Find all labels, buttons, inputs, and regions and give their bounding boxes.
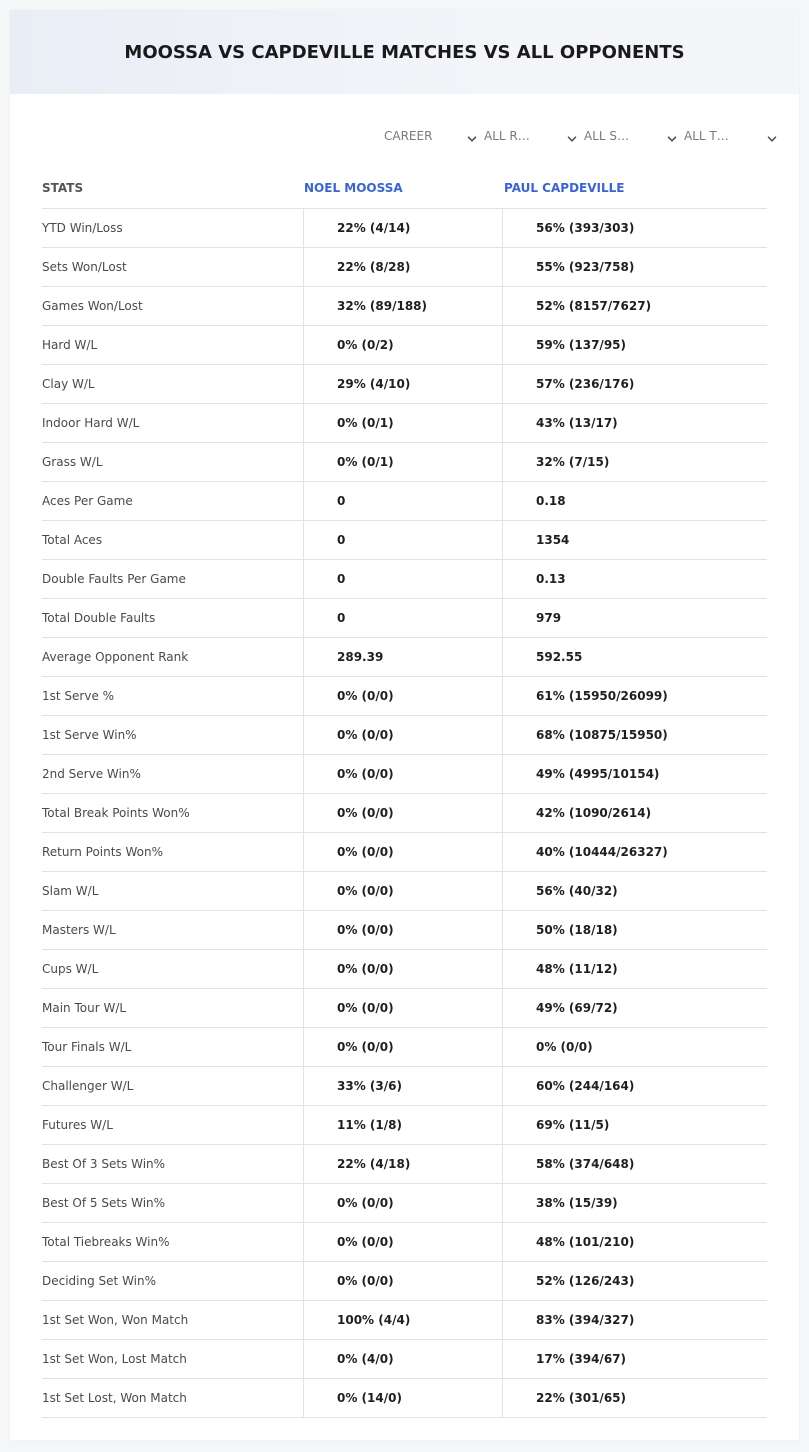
player1-value: 0% (0/0) xyxy=(304,950,503,988)
chevron-down-icon xyxy=(566,130,578,142)
stat-label: Main Tour W/L xyxy=(42,989,304,1027)
stat-label: Average Opponent Rank xyxy=(42,638,304,676)
stat-label: Double Faults Per Game xyxy=(42,560,304,598)
stat-label: Best Of 3 Sets Win% xyxy=(42,1145,304,1183)
player1-value: 0% (0/0) xyxy=(304,1184,503,1222)
table-row xyxy=(42,872,767,911)
filter-select-label: CAREER xyxy=(384,129,433,143)
table-row xyxy=(42,404,767,443)
filter-select-label: ALL R… xyxy=(484,129,530,143)
stat-label: 1st Set Won, Won Match xyxy=(42,1301,304,1339)
table-row xyxy=(42,248,767,287)
chevron-down-icon xyxy=(666,130,678,142)
player1-value: 22% (4/14) xyxy=(304,209,503,247)
stat-label: Tour Finals W/L xyxy=(42,1028,304,1066)
player2-value: 0% (0/0) xyxy=(536,1040,593,1054)
stat-label: Aces Per Game xyxy=(42,482,304,520)
player1-value: 11% (1/8) xyxy=(304,1106,503,1144)
player1-value: 0% (4/0) xyxy=(304,1340,503,1378)
player2-value: 56% (393/303) xyxy=(536,221,635,235)
player2-value: 38% (15/39) xyxy=(536,1196,618,1210)
player2-value: 592.55 xyxy=(536,650,583,664)
table-row xyxy=(42,443,767,482)
table-header xyxy=(42,168,767,208)
table-row xyxy=(42,794,767,833)
table-row xyxy=(42,755,767,794)
player1-value: 0% (0/0) xyxy=(304,911,503,949)
player2-value: 32% (7/15) xyxy=(536,455,610,469)
column-header-player2[interactable]: PAUL CAPDEVILLE xyxy=(504,181,625,195)
page-title: MOOSSA VS CAPDEVILLE MATCHES VS ALL OPPONENTS xyxy=(124,41,685,63)
player1-value: 32% (89/188) xyxy=(304,287,503,325)
stat-label: 1st Serve % xyxy=(42,677,304,715)
stat-label: Sets Won/Lost xyxy=(42,248,304,286)
stat-label: Deciding Set Win% xyxy=(42,1262,304,1300)
filter-select-label: ALL S… xyxy=(584,129,630,143)
stat-label: Challenger W/L xyxy=(42,1067,304,1105)
player1-value: 0 xyxy=(304,599,503,637)
player2-value: 22% (301/65) xyxy=(536,1391,626,1405)
player2-value: 58% (374/648) xyxy=(536,1157,635,1171)
player1-value: 0% (0/0) xyxy=(304,755,503,793)
table-row xyxy=(42,560,767,599)
player2-value: 40% (10444/26327) xyxy=(536,845,668,859)
stat-label: 1st Serve Win% xyxy=(42,716,304,754)
table-row xyxy=(42,716,767,755)
player1-value: 22% (4/18) xyxy=(304,1145,503,1183)
table-row xyxy=(42,365,767,404)
table-row xyxy=(42,326,767,365)
table-row xyxy=(42,599,767,638)
filter-select-3[interactable] xyxy=(682,126,782,146)
table-row xyxy=(42,911,767,950)
chevron-down-icon xyxy=(466,130,478,142)
stat-label: Indoor Hard W/L xyxy=(42,404,304,442)
chevron-down-icon xyxy=(766,130,778,142)
stat-label: Return Points Won% xyxy=(42,833,304,871)
player1-value: 0% (0/2) xyxy=(304,326,503,364)
player1-value: 0 xyxy=(304,560,503,598)
table-row xyxy=(42,1301,767,1340)
filter-select-0[interactable] xyxy=(382,126,482,146)
player1-value: 0% (0/0) xyxy=(304,1223,503,1261)
table-row xyxy=(42,287,767,326)
stat-label: Total Break Points Won% xyxy=(42,794,304,832)
player1-value: 0% (0/1) xyxy=(304,443,503,481)
table-row xyxy=(42,1379,767,1418)
player1-value: 29% (4/10) xyxy=(304,365,503,403)
stat-label: Total Tiebreaks Win% xyxy=(42,1223,304,1261)
filter-select-1[interactable] xyxy=(482,126,582,146)
player2-value: 52% (126/243) xyxy=(536,1274,635,1288)
player1-value: 0% (0/0) xyxy=(304,833,503,871)
player1-value: 33% (3/6) xyxy=(304,1067,503,1105)
stats-card xyxy=(10,10,799,1440)
table-row xyxy=(42,1340,767,1379)
stat-label: Masters W/L xyxy=(42,911,304,949)
player1-value: 0% (0/0) xyxy=(304,1028,503,1066)
table-row xyxy=(42,1145,767,1184)
column-header-stats: STATS xyxy=(42,181,84,195)
stat-label: 2nd Serve Win% xyxy=(42,755,304,793)
player2-value: 1354 xyxy=(536,533,570,547)
stat-label: Total Double Faults xyxy=(42,599,304,637)
stat-label: Clay W/L xyxy=(42,365,304,403)
stat-label: Slam W/L xyxy=(42,872,304,910)
filter-select-2[interactable] xyxy=(582,126,682,146)
table-row xyxy=(42,677,767,716)
stat-label: Cups W/L xyxy=(42,950,304,988)
player2-value: 56% (40/32) xyxy=(536,884,618,898)
stat-label: Total Aces xyxy=(42,521,304,559)
table-row xyxy=(42,1028,767,1067)
player1-value: 0% (0/0) xyxy=(304,794,503,832)
player2-value: 83% (394/327) xyxy=(536,1313,635,1327)
player2-value: 0.18 xyxy=(536,494,566,508)
table-row xyxy=(42,1184,767,1223)
card-header xyxy=(10,10,799,94)
player1-value: 289.39 xyxy=(304,638,503,676)
table-row xyxy=(42,1223,767,1262)
player2-value: 60% (244/164) xyxy=(536,1079,635,1093)
player2-value: 48% (101/210) xyxy=(536,1235,635,1249)
player2-value: 979 xyxy=(536,611,562,625)
player2-value: 49% (69/72) xyxy=(536,1001,618,1015)
stat-label: YTD Win/Loss xyxy=(42,209,304,247)
player2-value: 59% (137/95) xyxy=(536,338,626,352)
player1-value: 0% (0/0) xyxy=(304,989,503,1027)
table-row xyxy=(42,950,767,989)
player2-value: 49% (4995/10154) xyxy=(536,767,660,781)
table-row xyxy=(42,209,767,248)
table-row xyxy=(42,989,767,1028)
player2-value: 61% (15950/26099) xyxy=(536,689,668,703)
table-row xyxy=(42,482,767,521)
player1-value: 22% (8/28) xyxy=(304,248,503,286)
player1-value: 0 xyxy=(304,521,503,559)
player1-value: 0% (0/0) xyxy=(304,872,503,910)
stats-table xyxy=(42,208,767,1418)
stat-label: Grass W/L xyxy=(42,443,304,481)
stat-label: Futures W/L xyxy=(42,1106,304,1144)
player1-value: 100% (4/4) xyxy=(304,1301,503,1339)
player2-value: 55% (923/758) xyxy=(536,260,635,274)
player2-value: 69% (11/5) xyxy=(536,1118,610,1132)
column-header-player1[interactable]: NOEL MOOSSA xyxy=(304,181,403,195)
stat-label: Best Of 5 Sets Win% xyxy=(42,1184,304,1222)
player1-value: 0% (14/0) xyxy=(304,1379,503,1417)
stat-label: Hard W/L xyxy=(42,326,304,364)
player2-value: 0.13 xyxy=(536,572,566,586)
player1-value: 0% (0/1) xyxy=(304,404,503,442)
table-row xyxy=(42,1067,767,1106)
table-row xyxy=(42,638,767,677)
player2-value: 48% (11/12) xyxy=(536,962,618,976)
stat-label: Games Won/Lost xyxy=(42,287,304,325)
player2-value: 43% (13/17) xyxy=(536,416,618,430)
table-row xyxy=(42,1262,767,1301)
table-row xyxy=(42,1106,767,1145)
player2-value: 57% (236/176) xyxy=(536,377,635,391)
player2-value: 50% (18/18) xyxy=(536,923,618,937)
player1-value: 0 xyxy=(304,482,503,520)
player1-value: 0% (0/0) xyxy=(304,716,503,754)
player1-value: 0% (0/0) xyxy=(304,1262,503,1300)
table-row xyxy=(42,521,767,560)
filter-select-label: ALL T… xyxy=(684,129,729,143)
stat-label: 1st Set Lost, Won Match xyxy=(42,1379,304,1417)
table-row xyxy=(42,833,767,872)
player1-value: 0% (0/0) xyxy=(304,677,503,715)
stat-label: 1st Set Won, Lost Match xyxy=(42,1340,304,1378)
player2-value: 17% (394/67) xyxy=(536,1352,626,1366)
player2-value: 52% (8157/7627) xyxy=(536,299,652,313)
player2-value: 42% (1090/2614) xyxy=(536,806,652,820)
filter-bar xyxy=(382,126,782,146)
player2-value: 68% (10875/15950) xyxy=(536,728,668,742)
